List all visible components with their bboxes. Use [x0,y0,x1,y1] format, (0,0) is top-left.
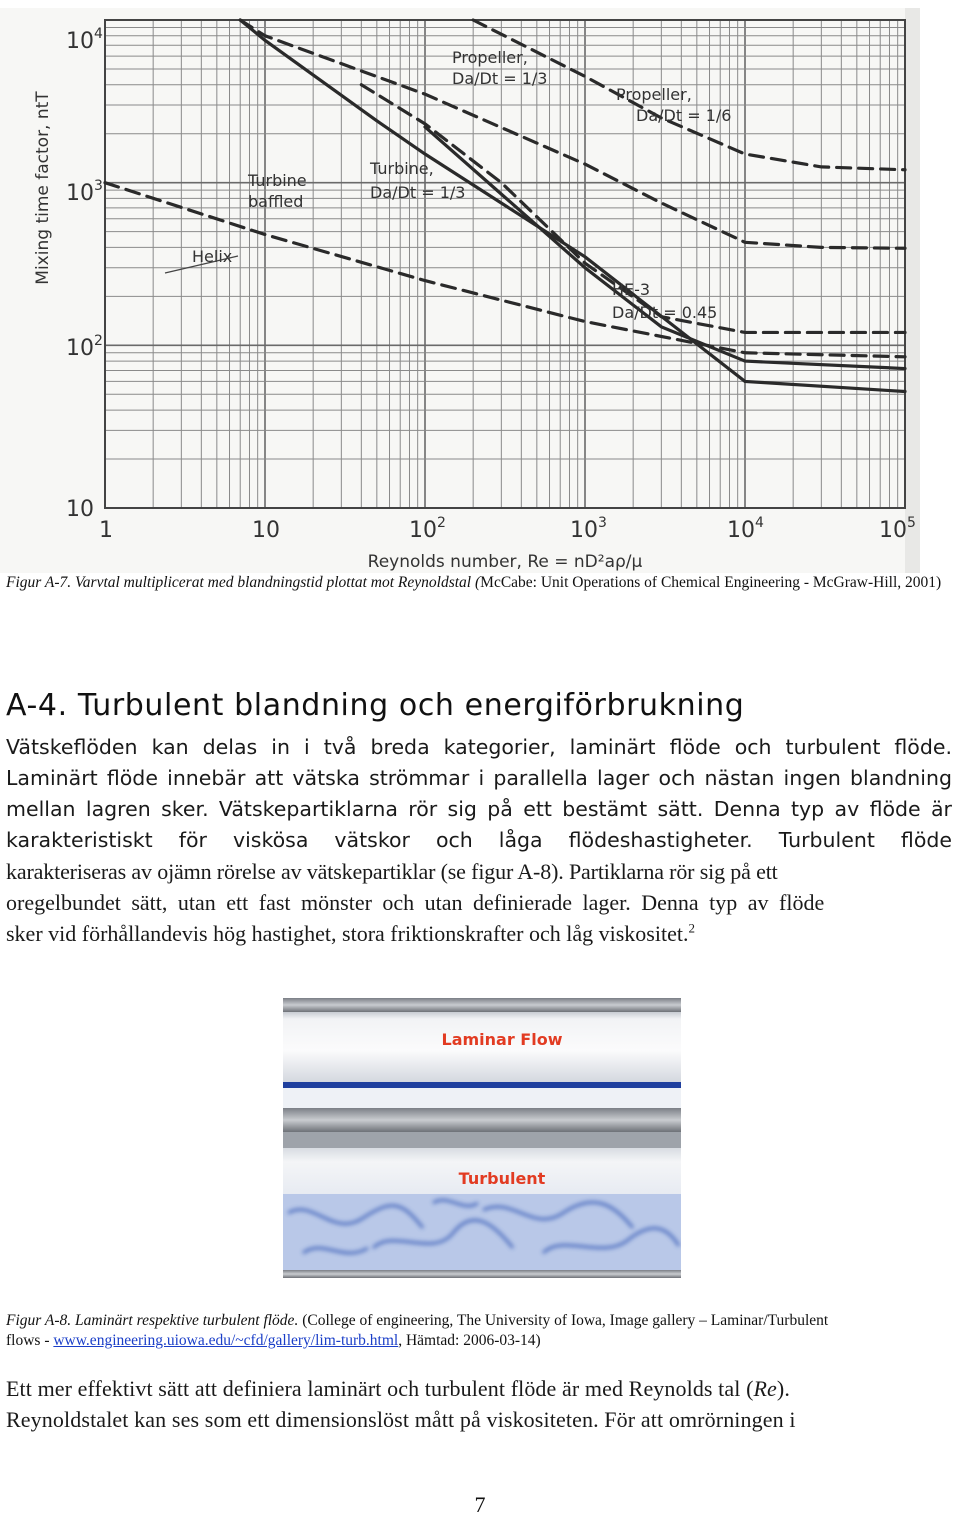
ytick-10-4: $10^4$ [66,26,103,54]
footnote-ref: 2 [688,920,695,936]
para1-line: karakteristiskt för viskösa vätskor och låga flödeshastigheter. Turbulent flöde [6,828,952,852]
ytick-10-2: $10^2$ [66,333,103,361]
ytick-10-3: $10^3$ [66,178,103,206]
caption-italic: Laminärt respektive turbulent flöde. [71,1312,299,1329]
label-propeller-16-line1: Propeller, [616,85,692,104]
figure-a7-caption [6,573,956,593]
caption-text: , Hämtad: 2006-03-14) [398,1332,541,1349]
mixing-time-chart [0,8,920,573]
caption-label: Figur A-7. [6,574,72,591]
para1-line: karakteriseras av ojämn rörelse av vätskepartiklar (se figur A-8). Partiklarna rör sig på ett [6,859,778,884]
laminar-turbulent-photo [283,998,681,1278]
label-turbine-baffled-line2: baffled [248,192,304,211]
ytick-10: 10 [66,497,94,522]
y-axis-title: Mixing time factor, ntT [33,91,53,285]
middle-rail [283,1108,681,1132]
xtick-10-2: $10^2$ [409,515,446,543]
scan-background [0,8,920,573]
caption-label: Figur A-8. [6,1312,72,1329]
para1-line: oregelbundet sätt, utan ett fast mönster och utan definierade lager. Denna typ av flöde [6,890,825,915]
figure-a8-caption [6,1311,956,1351]
caption-italic: Varvtal multiplicerat med blandningstid plottat mot Reynoldstal ( [71,574,481,591]
section-heading: A-4. Turbulent blandning och energiförbrukning [6,688,745,723]
laminar-flow-label: Laminar Flow [441,1030,563,1049]
x-axis-title: Reynolds number, Re = nD²aρ/μ [367,552,643,572]
paragraph-flow-types [6,732,958,949]
turbulent-tube [283,1194,681,1270]
middle-rail-shadow [283,1132,681,1148]
caption-text: flows - [6,1332,54,1349]
bottom-rail [283,1270,681,1278]
label-helix: Helix [192,247,233,266]
scan-edge [905,8,920,573]
para2-line: Ett mer effektivt sätt att definiera laminärt och turbulent flöde är med Reynolds tal (Re). [6,1376,790,1401]
para1-line: mellan lagren sker. Vätskepartiklarna rör sig på ett bestämt sätt. Denna typ av flöde är [6,797,952,821]
page-number: 7 [474,1492,486,1517]
label-turbine-13-line1: Turbine, [370,159,434,178]
para1-line: sker vid förhållandevis hög hastighet, stora friktionskrafter och låg viskositet.$^2$ [6,920,695,946]
turbulent-label: Turbulent [458,1169,546,1188]
para2-line: Reynoldstalet kan ses som ett dimensionslöst mått på viskositeten. För att omrörningen i [6,1407,796,1432]
laminar-dye-streak [283,1082,681,1088]
para1-line: Vätskeflöden kan delas in i två breda kategorier, laminärt flöde och turbulent flöde. [6,735,952,759]
paragraph-reynolds [6,1373,958,1435]
laminar-tube-lower [283,1088,681,1108]
label-he3-line2: Da/Dt = 0.45 [612,303,718,322]
caption-text: (College of engineering, The University of Iowa, Image gallery – Laminar/Turbulent [298,1312,829,1329]
xtick-10-4: $10^4$ [727,515,764,543]
label-he3-line1: HE-3 [612,280,651,299]
label-turbine-13-line2: Da/Dt = 1/3 [370,183,466,202]
source-link[interactable]: www.engineering.uiowa.edu/~cfd/gallery/lim-turb.html [53,1332,399,1349]
label-propeller-16-line2: Da/Dt = 1/6 [636,106,732,125]
xtick-10-5: $10^5$ [879,515,916,543]
caption-source: McCabe: Unit Operations of Chemical Engineering - McGraw-Hill, 2001) [480,574,942,591]
para1-line: Laminärt flöde innebär att vätska strömmar i parallella lager och nästan ingen blandning [6,766,952,790]
label-turbine-baffled-line1: Turbine [248,171,307,190]
xtick-1: 1 [99,518,113,543]
xtick-10-3: $10^3$ [570,515,607,543]
top-rail [283,998,681,1012]
xtick-10: 10 [252,518,280,543]
label-propeller-13-line1: Propeller, [452,48,528,67]
label-propeller-13-line2: Da/Dt = 1/3 [452,69,548,88]
